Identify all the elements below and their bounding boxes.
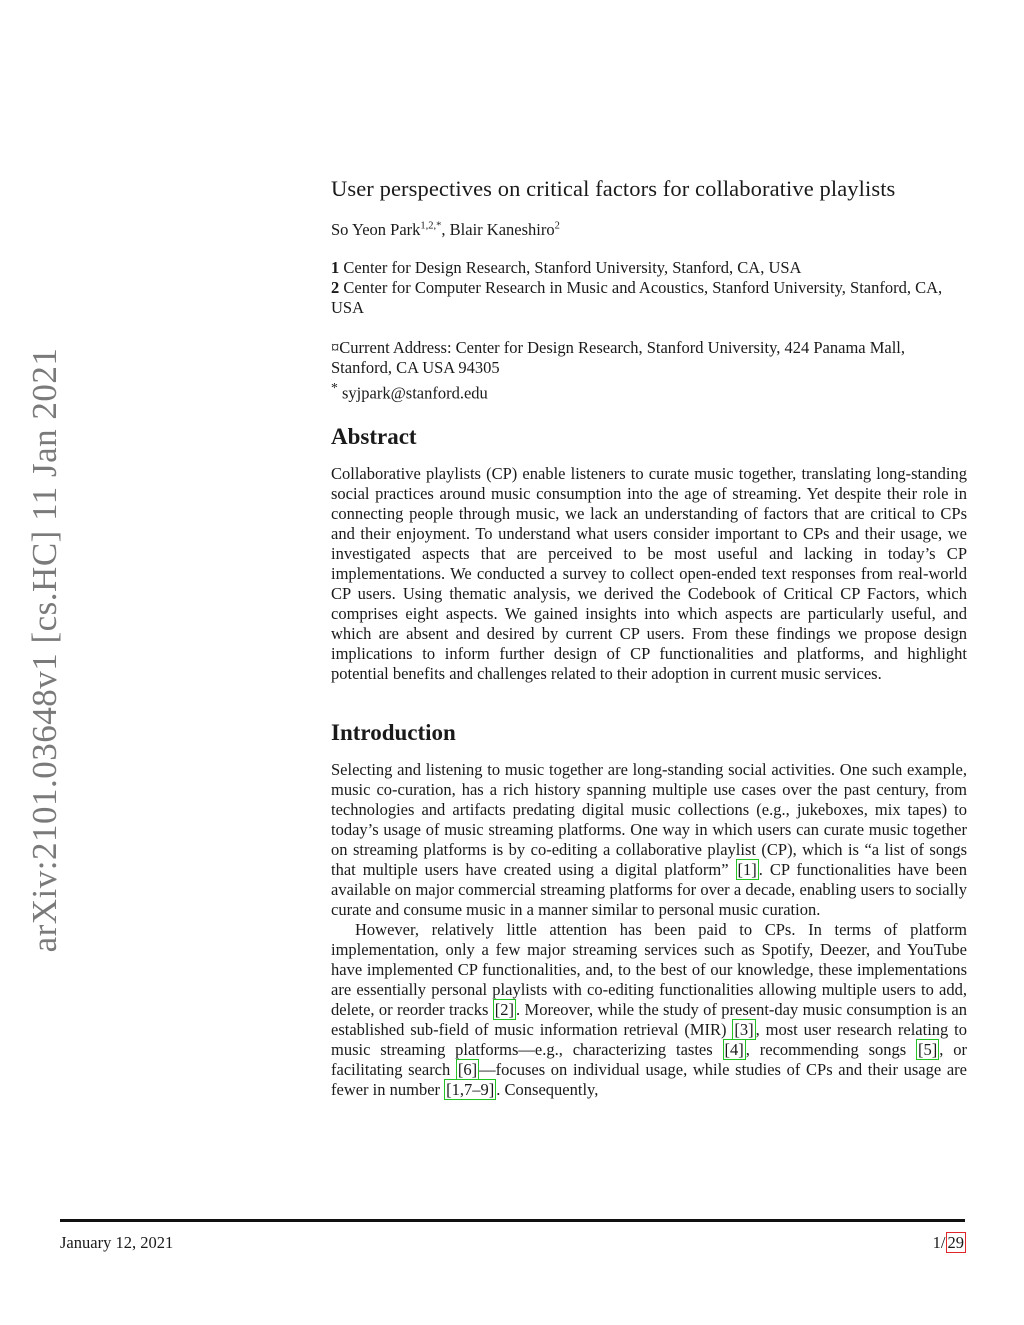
paragraph-text: —focuses on individual usage, while studies of CPs and their usage are fewer in number (331, 1059, 967, 1099)
correspondence (331, 338, 967, 404)
paragraph-text: Selecting and listening to music together are long-standing social activities. One such example, music co-curation, has a rich history spanning multiple use cases over the past century, from technologies and artifacts predating digital music collections (e.g., jukeboxes, mix tapes) to today’s usage of music streaming platforms. One way in which users can curate music together on streaming platforms is by co-editing a collaborative playlist (CP), which is “a list of songs that multiple users have created using a digital platform” (331, 759, 967, 879)
paragraph-text: However, relatively little attention has been paid to CPs. In terms of platform implementation, only a few major streaming services such as Spotify, Deezer, and YouTube have implemented CP functionalities, and, to the best of our knowledge, these implementations are essentially personal playlists with co-editing functionalities allowing multiple users to add, delete, or reorder tracks (331, 919, 967, 1019)
affiliation-text: Center for Computer Research in Music and Acoustics, Stanford University, Stanford, CA, USA (331, 278, 943, 317)
citation-link[interactable]: [2] (494, 999, 515, 1019)
intro-paragraph (331, 760, 967, 920)
citation-link[interactable]: [4] (724, 1039, 744, 1059)
affiliation-text: Center for Design Research, Stanford University, Stanford, CA, USA (339, 258, 802, 277)
author-separator: , (441, 220, 450, 239)
arxiv-sidebar (20, 347, 70, 953)
citation-link[interactable]: [1] (737, 859, 757, 879)
author-name: Blair Kaneshiro (449, 220, 555, 239)
total-pages-link[interactable]: 29 (947, 1233, 964, 1252)
footer-rule (60, 1219, 965, 1222)
affiliation-number: 2 (331, 278, 340, 297)
page-number (933, 1233, 966, 1253)
citation-link[interactable]: [5] (918, 1039, 938, 1059)
footer-date: January 12, 2021 (60, 1233, 174, 1252)
abstract-text: Collaborative playlists (CP) enable listeners to curate music together, translating long-standing social practices around music consumption into the age of streaming. Yet despite their role in connecting people through music, we lack an understanding of factors that are critical to CPs and their enjoyment. To understand what users consider important to CPs and their usage, we investigated aspects that are perceived to be most useful and lacking in today’s CP implementations. We conducted a survey to collect open-ended text responses from real-world CP users. Using thematic analysis, we derived the Codebook of Critical CP Factors, which comprises eight aspects. We gained insights into which aspects are particularly useful, and which are absent and desired by current CP users. From these findings we propose design implications to inform further design of CP functionalities and platforms, and highlight potential benefits and challenges related to their adoption in current music services. (331, 463, 967, 683)
citation-link[interactable]: [6] (457, 1059, 478, 1079)
affiliation-number: 1 (331, 258, 340, 277)
affiliations (331, 258, 967, 318)
current-address: ¤Current Address: Center for Design Research, Stanford University, 424 Panama Mall, Stanford, CA USA 94305 (331, 338, 906, 377)
email-address: syjpark@stanford.edu (337, 383, 488, 403)
author-name: So Yeon Park (331, 220, 421, 239)
paragraph-text: , or facilitating search (331, 1039, 968, 1079)
arxiv-identifier: arXiv:2101.03648v1 [cs.HC] 11 Jan 2021 (25, 347, 64, 953)
paper-title: User perspectives on critical factors for collaborative playlists (331, 176, 896, 201)
paper-body (331, 176, 967, 1100)
affiliation (331, 258, 967, 278)
paragraph-text: . Moreover, while the study of present-day music consumption is an established sub-field of music information retrieval (MIR) (331, 999, 967, 1039)
affiliation (331, 278, 967, 318)
citation-link[interactable]: [3] (734, 1019, 754, 1039)
author-affiliation-marks: 1,2,* (420, 220, 442, 232)
abstract-heading: Abstract (331, 423, 417, 449)
author-line (331, 220, 967, 240)
intro-paragraph (331, 920, 967, 1100)
citation-link[interactable]: [1,7–9] (446, 1079, 495, 1099)
introduction-heading: Introduction (331, 719, 456, 745)
email-line (331, 378, 967, 404)
paragraph-text: , most user research relating to music streaming platforms—e.g., characterizing tastes (331, 1019, 968, 1059)
paragraph-text: , recommending songs (745, 1039, 917, 1059)
author-affiliation-marks: 2 (554, 220, 560, 232)
paragraph-text: . Consequently, (496, 1079, 599, 1099)
paragraph-text: . CP functionalities have been available on major commercial streaming platforms for over a decade, enabling users to socially curate and consume music in a manner similar to personal music curation. (331, 859, 967, 919)
email-mark: * (331, 380, 338, 395)
current-page: 1/ (932, 1233, 946, 1252)
